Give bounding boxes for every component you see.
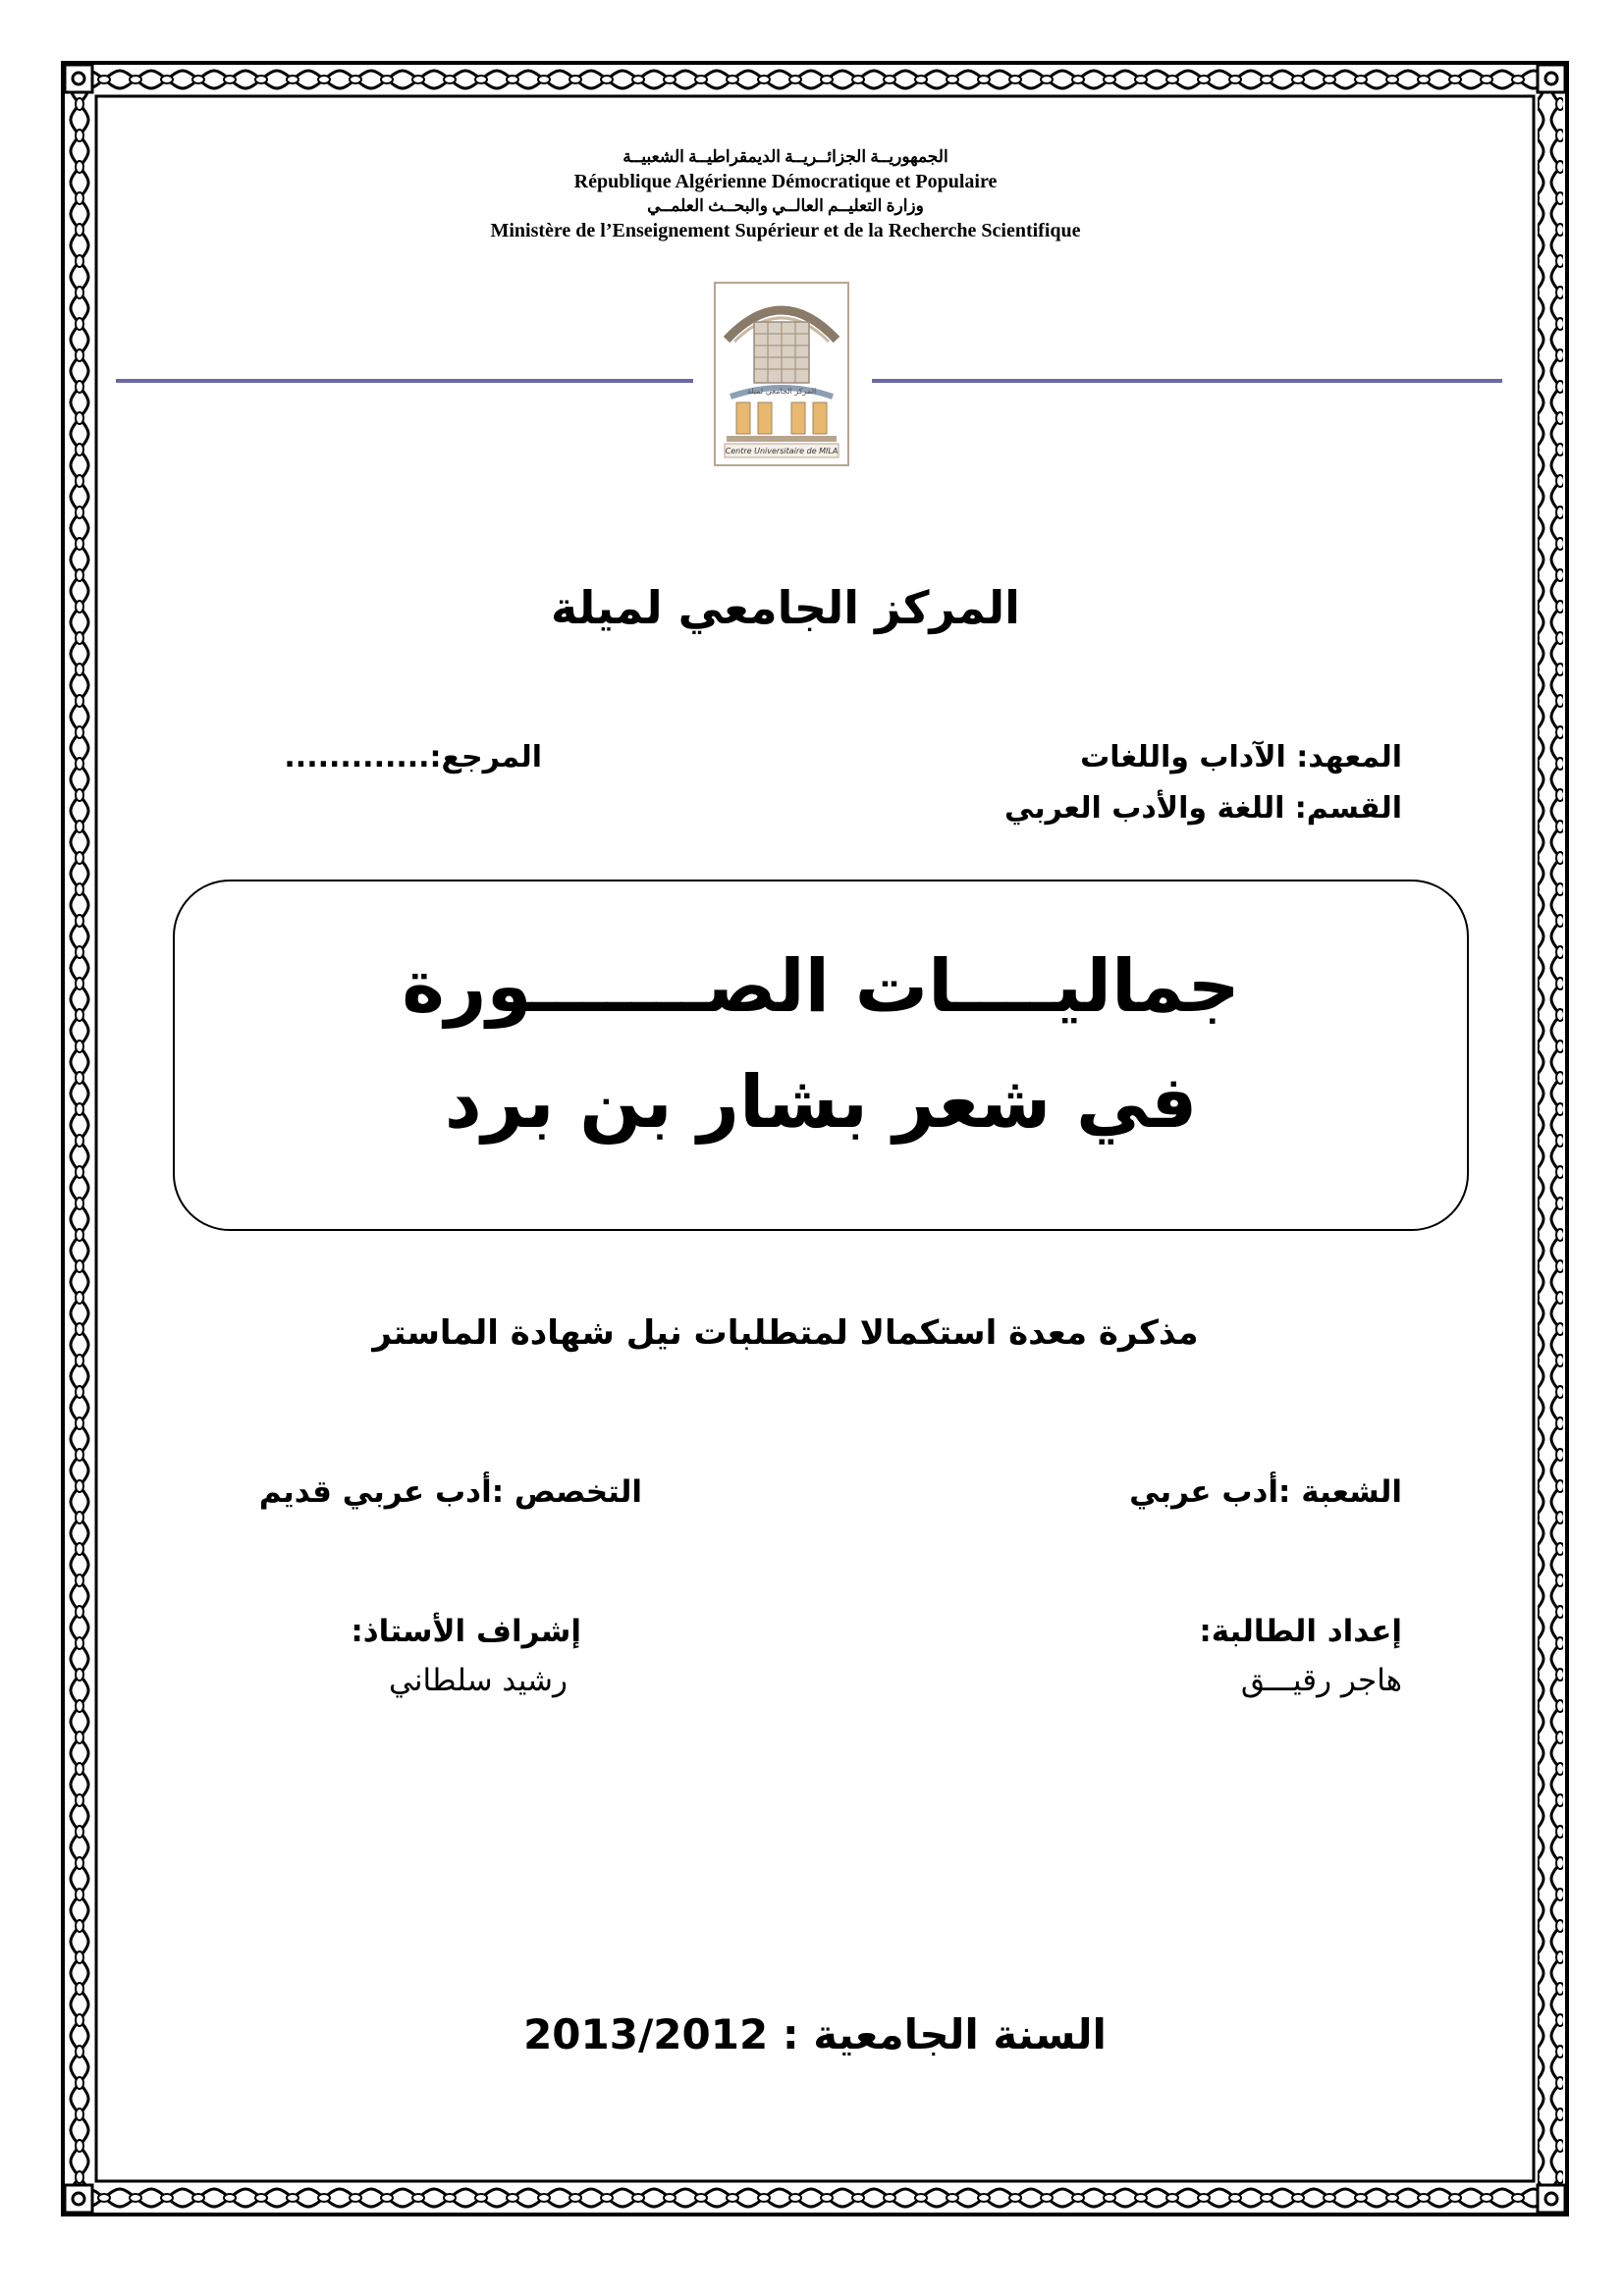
branch-line: الشعبة :أدب عربي — [1129, 1474, 1402, 1510]
supervisor-label: إشراف الأستاذ: — [351, 1614, 581, 1649]
institute-line: المعهد: الآداب واللغات — [1080, 740, 1402, 774]
student-name: هاجر رقيـــق — [1240, 1663, 1402, 1698]
specialty-line: التخصص :أدب عربي قديم — [258, 1474, 642, 1510]
reference-line: المرجع:............. — [284, 740, 542, 774]
thesis-subtitle: مذكرة معدة استكمالا لمتطلبات نيل شهادة الماستر — [372, 1313, 1199, 1353]
ministry-name-fr: Ministère de l’Enseignement Supérieur et de la Recherche Scientifique — [490, 220, 1081, 241]
header-rule-left — [116, 379, 693, 383]
logo-caption-ar: المركز الجامعي لميلة — [746, 387, 817, 396]
institution-name: المركز الجامعي لميلة — [551, 581, 1020, 634]
academic-year: السنة الجامعية : 2013/2012 — [523, 2010, 1107, 2058]
thesis-title-line1: جماليــــات الصـــــــورة — [402, 944, 1240, 1029]
country-name-ar: الجمهوريــة الجزائــريــة الديمقراطيــة الشعبيــة — [623, 147, 948, 166]
logo-caption: Centre Universitaire de MILA — [725, 447, 839, 455]
thesis-title-line2: في شعر بشار بن برد — [444, 1060, 1198, 1145]
country-name-fr: République Algérienne Démocratique et Populaire — [573, 171, 998, 192]
header-rule-right — [872, 379, 1502, 383]
title-box — [173, 880, 1469, 1231]
supervisor-name: رشيد سلطاني — [388, 1663, 568, 1698]
prepared-by-label: إعداد الطالبة: — [1199, 1614, 1402, 1649]
department-line: القسم: اللغة والأدب العربي — [1003, 791, 1402, 826]
university-logo — [713, 281, 850, 467]
ministry-name-ar: وزارة التعليــم العالــي والبحــث العلمــي — [647, 196, 924, 215]
